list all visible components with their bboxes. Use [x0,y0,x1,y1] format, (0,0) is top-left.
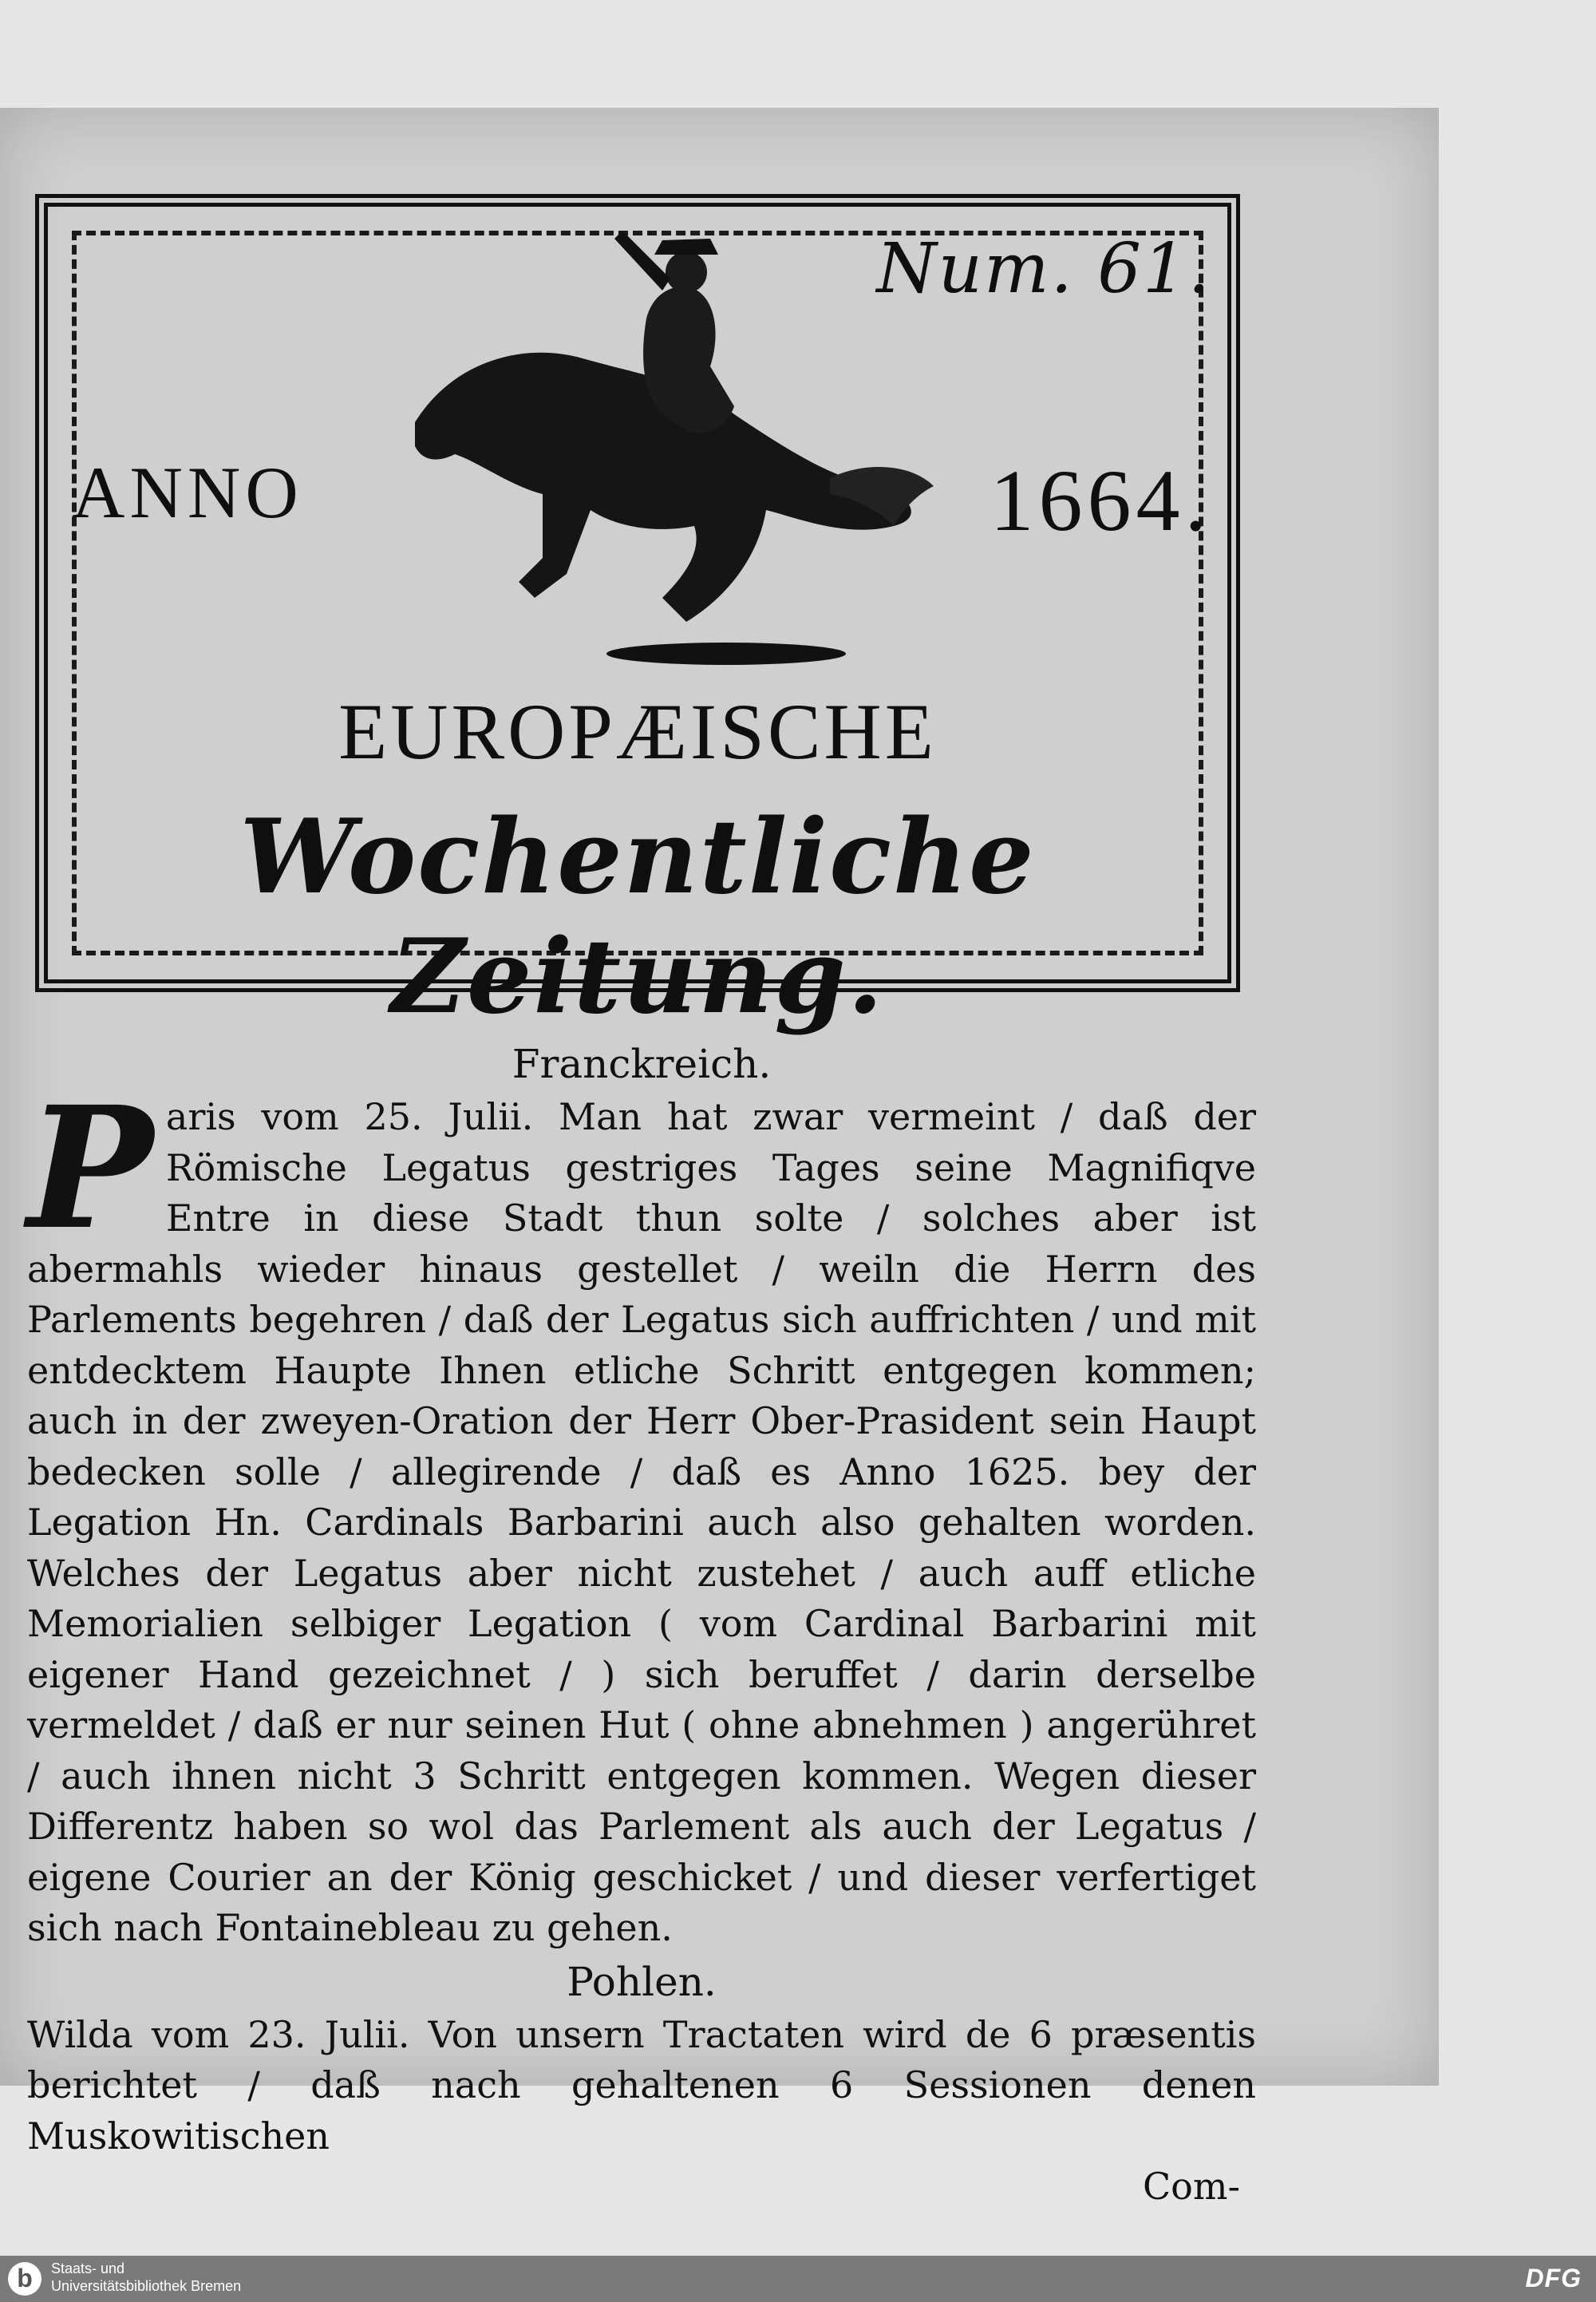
scanned-page [0,108,1439,2208]
paragraph-paris [27,1070,1256,1954]
masthead-frame [35,194,1240,1037]
issue-number: Num. 61. [876,229,1211,309]
dfg-logo[interactable]: DFG [1525,2264,1582,2292]
section-heading-franckreich: Franckreich. [512,1041,772,1087]
anno-label: ANNO [72,452,303,533]
paragraph-paris-text: aris vom 25. Julii. Man hat zwar vermeint / daß der Römische Legatus gestriges Tages seine Magnifiqve Entre in diese Stadt thun solte / solches aber ist abermahls wieder hinaus gestellet / weiln die Herrn des Parlements begehren / daß der Legatus sich auffrichten / und mit entdecktem Haupte Ihnen etliche Schritt entgegen kommen; auch in der zweyen-Oration der Herr Ober-Prasident sein Haupt bedecken solle / allegirende / daß es Anno 1625. bey der Legation Hn. Cardinals Barbarini auch also gehalten worden. Welches der Legatus aber nicht zustehet / auch auff etliche Memorialien selbiger Legation ( vom Cardinal Barbarini mit eigener Hand gezeichnet / ) sich beruffet / darin derselbe vermeldet / daß er nur seinen Hut ( ohne abnehmen ) angerühret / auch ihnen nicht 3 Schritt entgegen kommen. Wegen dieser Differentz haben so wol das Parlement als auch der Legatus / eigene Courier an der König geschicket / und dieser verfertiget sich nach Fontainebleau zu gehen. [27,1095,1256,1949]
drop-cap: P [27,1070,153,1267]
catchword: Com- [1142,2165,1240,2208]
library-name-line-2: Universitätsbibliothek Bremen [51,2278,242,2294]
title-wochentliche-zeitung: Wochentliche Zeitung. [239,797,1036,1037]
title-europaeische: EUROPÆISCHE [338,687,937,776]
library-logo-icon[interactable]: b [8,2262,41,2296]
newspaper-page [27,146,1256,2208]
paragraph-wilda: Wilda vom 23. Julii. Von unsern Tractaten wird de 6 præsentis berichtet / daß nach gehaltenen 6 Sessionen denen Muskowitischen [27,2012,1256,2158]
year-label: 1664. [990,452,1211,549]
viewer-footer [0,2256,1596,2302]
horse-rider-woodcut [383,223,942,670]
article-body [27,1036,1256,2213]
library-name-line-1: Staats- und [51,2260,125,2276]
section-heading-pohlen: Pohlen. [567,1958,717,2005]
